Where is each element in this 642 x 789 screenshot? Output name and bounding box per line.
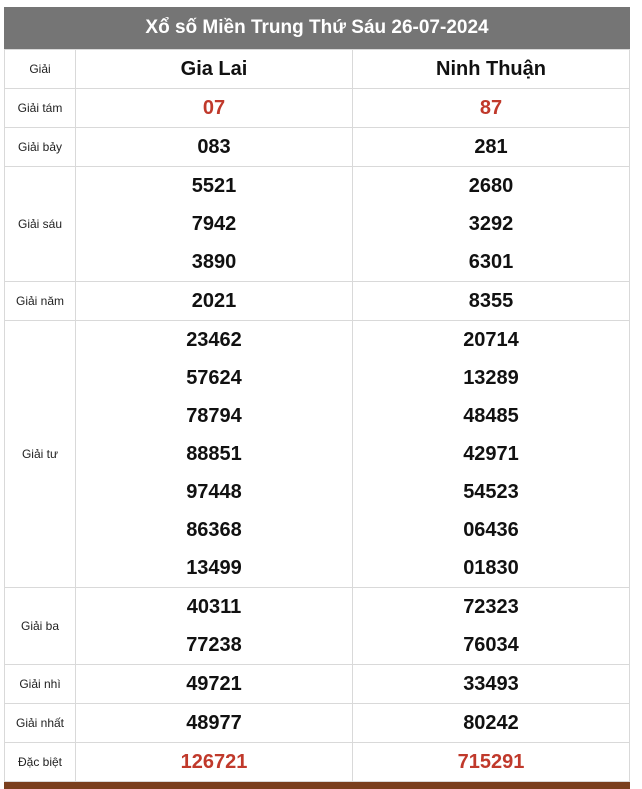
prize-number: 57624	[186, 367, 242, 389]
prize-number: 13499	[186, 557, 242, 579]
prize-column-header: Giải	[5, 50, 76, 89]
gia-lai-cell	[76, 743, 353, 782]
prize-number: 20714	[463, 329, 519, 351]
header-row	[5, 50, 630, 89]
prize-number: 86368	[186, 519, 242, 541]
prize-number: 281	[474, 136, 508, 158]
gia-lai-cell	[76, 128, 353, 167]
prize-label: Giải tư	[5, 321, 76, 588]
prize-row	[5, 89, 630, 128]
prize-number: 07	[202, 97, 226, 119]
prize-row	[5, 743, 630, 782]
prize-number: 42971	[463, 443, 519, 465]
prize-number: 77238	[186, 634, 242, 656]
prize-row	[5, 282, 630, 321]
prize-label: Giải bảy	[5, 128, 76, 167]
prize-number: 78794	[186, 405, 242, 427]
prize-label: Giải sáu	[5, 167, 76, 282]
prize-row	[5, 704, 630, 743]
prize-number: 54523	[463, 481, 519, 503]
prize-number: 5521	[191, 175, 237, 197]
prize-number: 40311	[186, 596, 242, 618]
prize-number: 06436	[463, 519, 519, 541]
ninh-thuan-cell	[353, 704, 630, 743]
prize-number: 3890	[191, 251, 237, 273]
prize-number: 87	[479, 97, 503, 119]
prize-number: 715291	[457, 751, 525, 773]
prize-number: 3292	[468, 213, 514, 235]
prize-label: Giải năm	[5, 282, 76, 321]
prize-number: 72323	[463, 596, 519, 618]
ninh-thuan-cell	[353, 743, 630, 782]
prize-number: 2021	[191, 290, 237, 312]
prize-number: 083	[197, 136, 231, 158]
ninh-thuan-cell	[353, 282, 630, 321]
gia-lai-cell	[76, 588, 353, 665]
gia-lai-cell	[76, 321, 353, 588]
prize-label: Giải tám	[5, 89, 76, 128]
prize-number: 48485	[463, 405, 519, 427]
prize-number: 97448	[186, 481, 242, 503]
prize-number: 88851	[186, 443, 242, 465]
province-header-ninh-thuan: Ninh Thuận	[353, 50, 630, 89]
ninh-thuan-cell	[353, 167, 630, 282]
gia-lai-cell	[76, 167, 353, 282]
prize-label: Giải nhì	[5, 665, 76, 704]
prize-number: 49721	[186, 673, 242, 695]
prize-label: Giải nhất	[5, 704, 76, 743]
prize-number: 01830	[463, 557, 519, 579]
prize-number: 2680	[468, 175, 514, 197]
ninh-thuan-cell	[353, 128, 630, 167]
prize-row	[5, 321, 630, 588]
prize-row	[5, 588, 630, 665]
prize-number: 23462	[186, 329, 242, 351]
prize-row	[5, 128, 630, 167]
prize-number: 80242	[463, 712, 519, 734]
prize-number: 8355	[468, 290, 514, 312]
ninh-thuan-cell	[353, 89, 630, 128]
prize-label: Đặc biệt	[5, 743, 76, 782]
ninh-thuan-cell	[353, 665, 630, 704]
prize-number: 76034	[463, 634, 519, 656]
prize-number: 7942	[191, 213, 237, 235]
prize-row	[5, 167, 630, 282]
bottom-border-bar	[4, 782, 630, 789]
prize-number: 6301	[468, 251, 514, 273]
prize-number: 33493	[463, 673, 519, 695]
prize-number: 13289	[463, 367, 519, 389]
province-header-gia-lai: Gia Lai	[76, 50, 353, 89]
prize-row	[5, 665, 630, 704]
ninh-thuan-cell	[353, 321, 630, 588]
page-title: Xổ số Miền Trung Thứ Sáu 26-07-2024	[4, 7, 630, 49]
ninh-thuan-cell	[353, 588, 630, 665]
gia-lai-cell	[76, 89, 353, 128]
results-table	[4, 49, 630, 782]
prize-number: 48977	[186, 712, 242, 734]
gia-lai-cell	[76, 282, 353, 321]
gia-lai-cell	[76, 665, 353, 704]
prize-label: Giải ba	[5, 588, 76, 665]
gia-lai-cell	[76, 704, 353, 743]
prize-number: 126721	[180, 751, 248, 773]
